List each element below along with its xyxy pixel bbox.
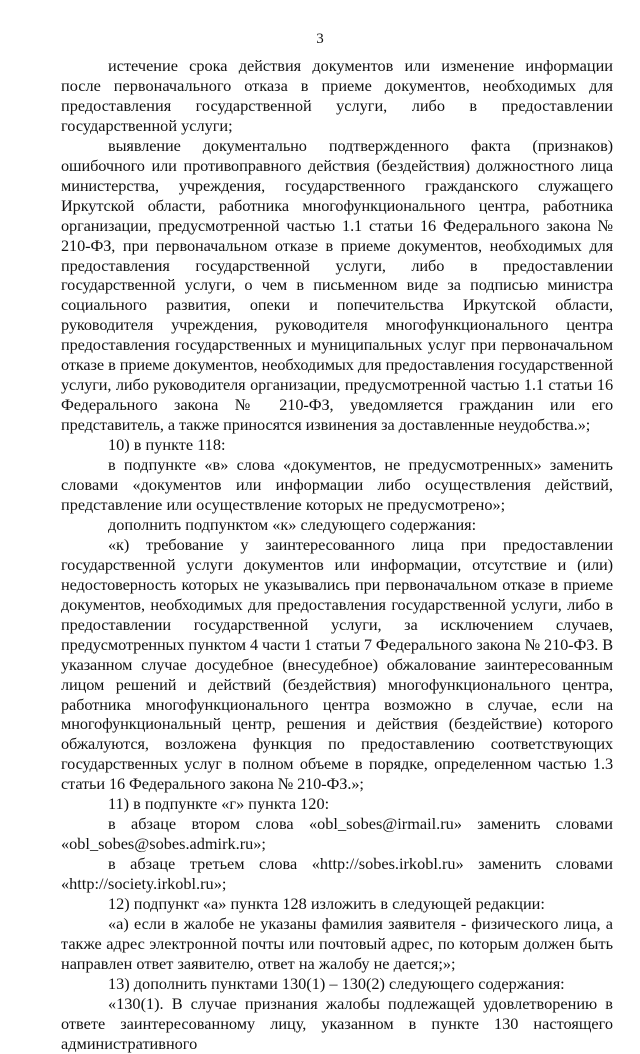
paragraph-item-13: 13) дополнить пунктами 130(1) – 130(2) следующего содержания: (108, 973, 565, 993)
paragraph-error-detection: выявление документально подтвержденного факта (признаков) ошибочного или противоправного действия (бездействия) должностного лица министерства, учреждения, государственного гражданского служащего Иркутской области, работника многофункционального центра, работника организации, предусмотренной частью 1.1 статьи 16 Федерального закона № 210-ФЗ, при первоначальном отказе в приеме документов, необходимых для предоставления государственной услуги, либо в предоставлении государственной услуги, о чем в письменном виде за подписью министра социального развития, опеки и попечительства Иркутской области, руководителя учреждения, руководителя многофункционального центра предоставления государственных и муниципальных услуг при первоначальном отказе в приеме документов, необходимых для предоставления государственной услуги, либо руководителя организации, предусмотренной частью 1.1 статьи 16 Федерального закона № 210-ФЗ, уведомляется гражданин или его представитель, а также приносятся извинения за доставленные неудобства.»; (61, 135, 613, 435)
paragraph-add-subitem-k: дополнить подпунктом «к» следующего содержания: (108, 514, 477, 534)
paragraph-document-expiry: истечение срока действия документов или изменение информации после первоначального отказа в приеме документов, необходимых для предоставления государственной услуги, либо в предоставлении государственной услуги; (61, 56, 613, 135)
paragraph-item-10: 10) в пункте 118: (108, 435, 226, 455)
paragraph-subitem-a-text: «а) если в жалобе не указаны фамилия заявителя - физического лица, а также адрес электронной почты или почтовый адрес, по которым должен быть направлен ответ заявителю, ответ на жалобу не дается;»; (61, 913, 613, 973)
paragraph-abzac-third: в абзаце третьем слова «http://sobes.irkobl.ru» заменить словами «http://society.irkobl.ru»; (61, 854, 613, 894)
paragraph-abzac-second: в абзаце втором слова «obl_sobes@irmail.ru» заменить словами «obl_sobes@sobes.admirk.ru»; (61, 814, 613, 854)
paragraph-item-11: 11) в подпункте «г» пункта 120: (108, 794, 330, 814)
paragraph-subitem-k-text: «к) требование у заинтересованного лица при предоставлении государственной услуги документов или информации, отсутствие и (или) недостоверность которых не указывались при первоначальном отказе в приеме документов, необходимых для предоставления государственной услуги, либо в предоставлении государственной услуги, за исключением случаев, предусмотренных пунктом 4 части 1 статьи 7 Федерального закона № 210-ФЗ. В указанном случае досудебное (внесудебное) обжалование заинтересованным лицом решений и действий (бездействия) многофункционального центра, работника многофункционального центра возможно в случае, если на многофункциональный центр, решения и действия (бездействие) которого обжалуются, возложена функция по предоставлению соответствующих государственных услуг в полном объеме в порядке, определенном частью 1.3 статьи 16 Федерального закона № 210-ФЗ.»; (61, 534, 613, 794)
paragraph-subitem-v: в подпункте «в» слова «документов, не предусмотренных» заменить словами «документов или информации либо осуществления действий, представление или осуществление которых не предусмотрено»; (61, 455, 613, 514)
paragraph-item-12: 12) подпункт «а» пункта 128 изложить в следующей редакции: (108, 894, 545, 914)
page-number: 3 (316, 31, 324, 47)
document-body (61, 56, 613, 1054)
paragraph-130-1: «130(1). В случае признания жалобы подлежащей удовлетворению в ответе заинтересованному лицу, указанном в пункте 130 настоящего административного (61, 993, 613, 1053)
